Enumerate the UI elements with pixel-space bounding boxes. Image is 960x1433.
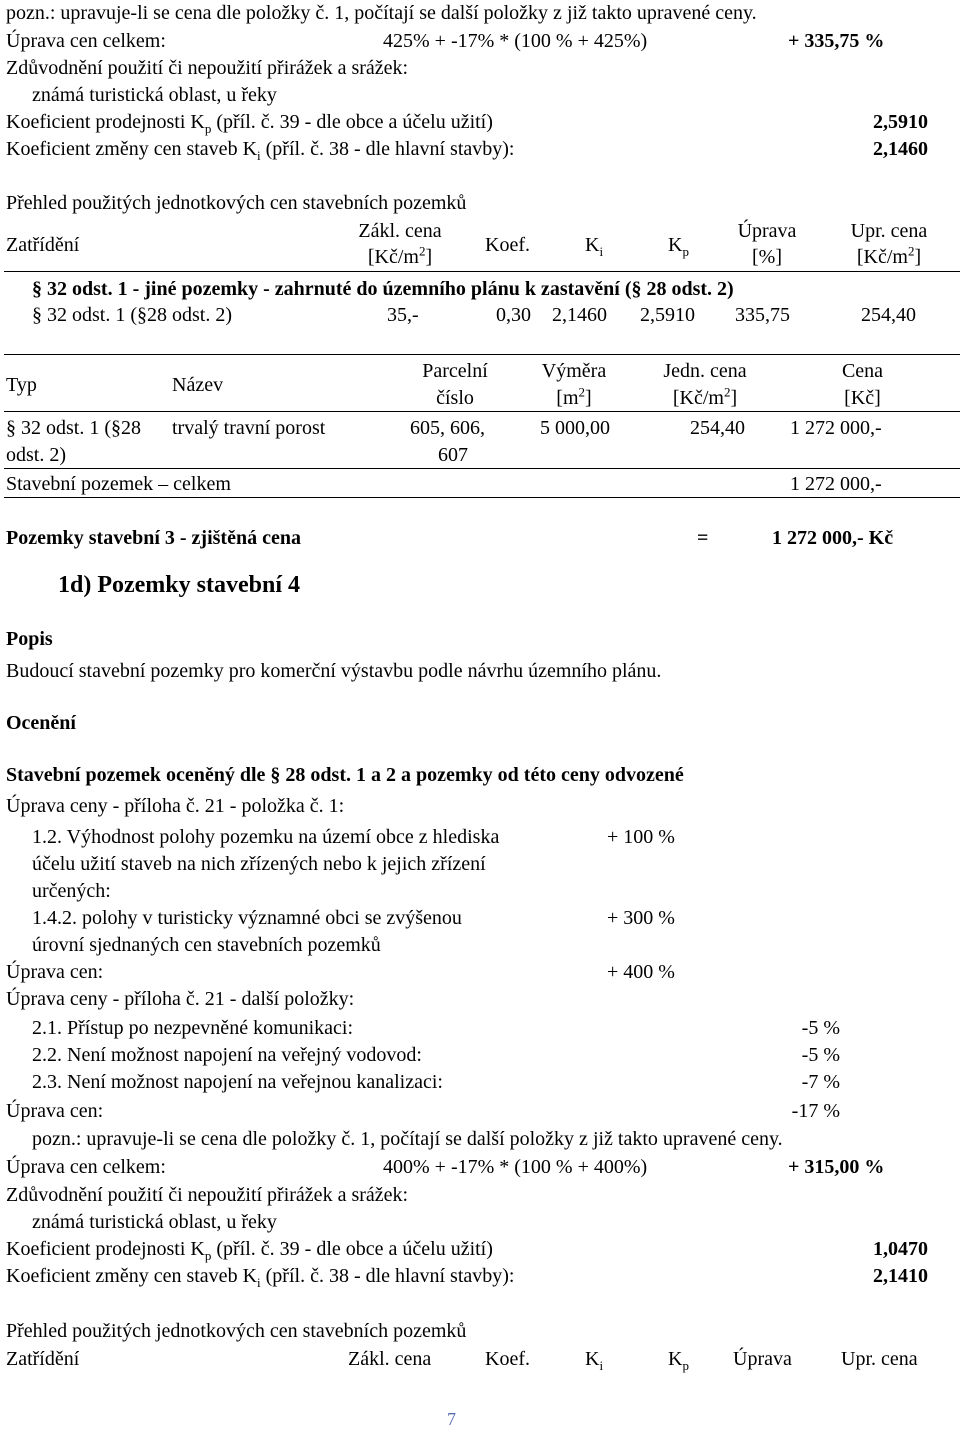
col-upr-cena-unit: $[Kč/m^2]$ — [856, 243, 922, 268]
parcel-total-value: 1 272 000,- — [790, 473, 882, 495]
item-23-value: -7 % — [801, 1071, 840, 1093]
col-zatrideni-2: Zatřídění — [6, 1348, 80, 1370]
ki-label: Koeficient změny cen staveb $K_i$ (příl. č. 38 - dle hlavní stavby): — [6, 138, 515, 163]
col-ki: $K_i$ — [585, 234, 604, 259]
ki-value-2: 2,1410 — [873, 1265, 928, 1287]
col-uprava-2: Úprava — [733, 1348, 792, 1370]
col-upr-cena: Upr. cena — [850, 220, 928, 242]
col-cena: Cena — [841, 360, 884, 382]
parcel-table-bottom — [4, 497, 960, 498]
ki-label-2: Koeficient změny cen staveb $K_i$ (příl. č. 38 - dle hlavní stavby): — [6, 1265, 515, 1290]
kp-label: Koeficient prodejnosti $K_p$ (příl. č. 39 - dle obce a účelu užití) — [6, 111, 493, 136]
col-zakl-cena-unit: $[Kč/m^2]$ — [367, 243, 433, 268]
col-uprava: Úprava — [737, 220, 797, 242]
adj2-total-label: Úprava cen: — [6, 1100, 104, 1122]
col-typ: Typ — [6, 374, 37, 396]
col-kp: $K_p$ — [668, 234, 689, 259]
parcel-table-header-divider — [4, 411, 960, 412]
adj1-total-label: Úprava cen: — [6, 961, 104, 983]
row-ki: 2,1460 — [552, 304, 607, 326]
col-zatrideni: Zatřídění — [6, 234, 80, 256]
col-nazev: Název — [172, 374, 224, 396]
item-23-label: 2.3. Není možnost napojení na veřejnou kanalizaci: — [32, 1071, 443, 1093]
adj2-label: Úprava ceny - příloha č. 21 - další položky: — [6, 988, 355, 1010]
kp-value: 2,5910 — [873, 111, 928, 133]
overview-title: Přehled použitých jednotkových cen stavebních pozemků — [6, 192, 467, 214]
adj1-total-value: + 400 % — [607, 961, 675, 983]
adj2-total-value: -17 % — [791, 1100, 840, 1122]
justification-text: známá turistická oblast, u řeky — [32, 84, 277, 106]
item-142-line2: úrovní sjednaných cen stavebních pozemků — [32, 934, 381, 956]
item-122-line3: určených: — [32, 880, 111, 902]
item-22-value: -5 % — [801, 1044, 840, 1066]
item-142-value: + 300 % — [607, 907, 675, 929]
overview-title-2: Přehled použitých jednotkových cen stavebních pozemků — [6, 1320, 467, 1342]
row-upr: 254,40 — [861, 304, 916, 326]
result3-label: Pozemky stavební 3 - zjištěná cena — [6, 527, 301, 549]
parcel-table-row-divider — [4, 468, 960, 469]
item-22-label: 2.2. Není možnost napojení na veřejný vodovod: — [32, 1044, 422, 1066]
row-zatrideni: § 32 odst. 1 (§28 odst. 2) — [32, 304, 232, 326]
result3-value: 1 272 000,- Kč — [772, 527, 894, 549]
parcel-jedn-cena: 254,40 — [690, 417, 745, 439]
row-uprava: 335,75 — [735, 304, 790, 326]
col-koef-2: Koef. — [485, 1348, 530, 1370]
total-adjustment-value-2: + 315,00 % — [788, 1156, 885, 1178]
item-122-line2: účelu užití staveb na nich zřízených nebo k jejich zřízení — [32, 853, 486, 875]
table-divider — [4, 271, 960, 272]
col-zakl-cena: Zákl. cena — [358, 220, 442, 242]
parcel-nazev: trvalý travní porost — [172, 417, 326, 439]
kp-label-2: Koeficient prodejnosti $K_p$ (příl. č. 39 - dle obce a účelu užití) — [6, 1238, 493, 1263]
row-zakl: 35,- — [387, 304, 419, 326]
method-line: Stavební pozemek oceněný dle § 28 odst. 1 a 2 a pozemky od této ceny odvozené — [6, 764, 684, 786]
col-vymera: Výměra — [541, 360, 607, 382]
ki-value: 2,1460 — [873, 138, 928, 160]
justification-label: Zdůvodnění použití či nepoužití přirážek a srážek: — [6, 57, 409, 79]
page-number: 7 — [447, 1409, 456, 1429]
item-142-line1: 1.4.2. polohy v turisticky významné obci se zvýšenou — [32, 907, 462, 929]
result3-eq: = — [697, 527, 709, 549]
col-ki-2: $K_i$ — [585, 1348, 604, 1373]
parcel-cislo-line2: 607 — [438, 444, 468, 466]
row-kp: 2,5910 — [640, 304, 695, 326]
total-adjustment-label: Úprava cen celkem: — [6, 30, 166, 52]
col-kp-2: $K_p$ — [668, 1348, 689, 1373]
item-122-value: + 100 % — [607, 826, 675, 848]
section-title: 1d) Pozemky stavební 4 — [58, 572, 300, 598]
item-21-value: -5 % — [801, 1017, 840, 1039]
col-upr-cena-2: Upr. cena — [841, 1348, 918, 1370]
popis-label: Popis — [6, 628, 53, 650]
adj1-label: Úprava ceny - příloha č. 21 - položka č. 1: — [6, 795, 345, 817]
col-jedn-cena: Jedn. cena — [663, 360, 747, 382]
oceneni-label: Ocenění — [6, 712, 76, 734]
parcel-total-label: Stavební pozemek – celkem — [6, 473, 231, 495]
total-adjustment-value: + 335,75 % — [788, 30, 885, 52]
parcel-cislo-line1: 605, 606, — [410, 417, 485, 439]
col-zakl-cena-2: Zákl. cena — [348, 1348, 432, 1370]
kp-value-2: 1,0470 — [873, 1238, 928, 1260]
item-21-label: 2.1. Přístup po nezpevněné komunikaci: — [32, 1017, 354, 1039]
note-line-2: pozn.: upravuje-li se cena dle položky č. 1, počítají se další položky z již takto upravené ceny. — [32, 1128, 783, 1150]
col-cislo: číslo — [436, 387, 474, 409]
category-row: § 32 odst. 1 - jiné pozemky - zahrnuté do územního plánu k zastavění (§ 28 odst. 2) — [32, 278, 734, 300]
total-adjustment-formula: 425% + -17% * (100 % + 425%) — [383, 30, 648, 52]
col-uprava-unit: [%] — [752, 246, 782, 268]
note-line: pozn.: upravuje-li se cena dle položky č. 1, počítají se další položky z již takto upravené ceny. — [6, 2, 757, 24]
row-koef: 0,30 — [496, 304, 531, 326]
item-122-line1: 1.2. Výhodnost polohy pozemku na území obce z hlediska — [32, 826, 500, 848]
col-cena-unit: [Kč] — [844, 387, 881, 409]
col-parcelni: Parcelní — [422, 360, 488, 382]
popis-text: Budoucí stavební pozemky pro komerční výstavbu podle návrhu územního plánu. — [6, 660, 662, 682]
justification-label-2: Zdůvodnění použití či nepoužití přirážek a srážek: — [6, 1184, 409, 1206]
col-vymera-unit: $[m^2]$ — [556, 384, 592, 409]
col-jedn-cena-unit: $[Kč/m^2]$ — [672, 384, 738, 409]
total-adjustment-formula-2: 400% + -17% * (100 % + 400%) — [383, 1156, 648, 1178]
parcel-table-top — [4, 354, 960, 355]
parcel-vymera: 5 000,00 — [540, 417, 610, 439]
parcel-typ-line1: § 32 odst. 1 (§28 — [6, 417, 141, 439]
parcel-typ-line2: odst. 2) — [6, 444, 66, 466]
col-koef: Koef. — [485, 234, 530, 256]
justification-text-2: známá turistická oblast, u řeky — [32, 1211, 277, 1233]
total-adjustment-label-2: Úprava cen celkem: — [6, 1156, 166, 1178]
parcel-cena: 1 272 000,- — [790, 417, 882, 439]
